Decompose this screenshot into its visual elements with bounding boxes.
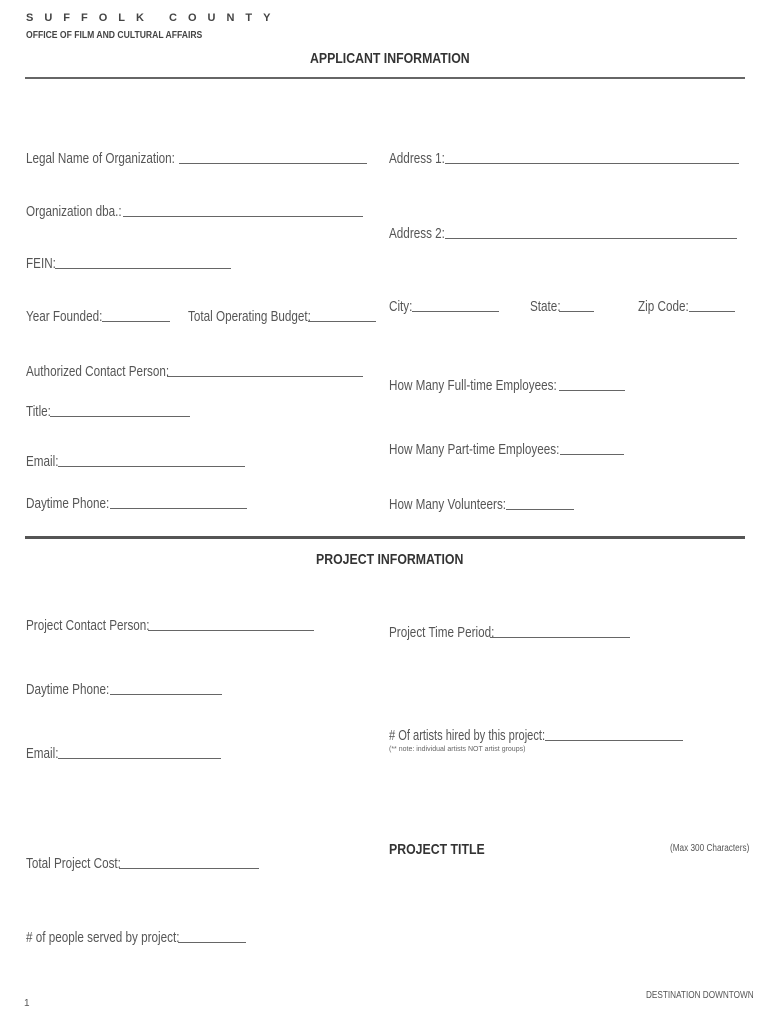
state-line[interactable]	[559, 310, 594, 312]
dba-field[interactable]	[26, 203, 363, 220]
volunteers-line[interactable]	[506, 508, 574, 510]
address1-field[interactable]	[389, 150, 739, 167]
year-founded-label: Year Founded:	[26, 308, 103, 325]
office-name: OFFICE OF FILM AND CULTURAL AFFAIRS	[26, 30, 203, 41]
year-founded-line[interactable]	[102, 320, 170, 322]
city-line[interactable]	[412, 310, 499, 312]
zip-code-line[interactable]	[689, 310, 735, 312]
artists-note: (** note: individual artists NOT artist groups)	[389, 746, 526, 753]
max-characters-note: (Max 300 Characters)	[670, 843, 750, 854]
fein-field[interactable]	[26, 255, 231, 272]
address2-field[interactable]	[389, 225, 737, 242]
artists-hired-label: # Of artists hired by this project:	[389, 727, 546, 744]
project-contact-field[interactable]	[26, 617, 314, 634]
project-time-period-label: Project Time Period:	[389, 624, 495, 641]
artists-hired-field[interactable]	[389, 727, 683, 744]
project-contact-line[interactable]	[148, 629, 314, 631]
title-line[interactable]	[50, 415, 190, 417]
fulltime-employees-line[interactable]	[559, 389, 625, 391]
project-title-heading: PROJECT TITLE	[389, 841, 485, 858]
daytime-phone-label: Daytime Phone:	[26, 495, 110, 512]
fulltime-employees-field[interactable]	[389, 377, 625, 394]
parttime-employees-line[interactable]	[560, 453, 624, 455]
email-field[interactable]	[26, 453, 245, 470]
project-time-period-field[interactable]	[389, 624, 630, 641]
operating-budget-line[interactable]	[308, 320, 376, 322]
dba-label: Organization dba.:	[26, 203, 122, 220]
parttime-employees-field[interactable]	[389, 441, 624, 458]
fulltime-employees-label: How Many Full-time Employees:	[389, 377, 557, 394]
total-project-cost-field[interactable]	[26, 855, 259, 872]
title-field[interactable]	[26, 403, 190, 420]
project-phone-line[interactable]	[110, 693, 222, 695]
daytime-phone-line[interactable]	[110, 507, 247, 509]
project-email-label: Email:	[26, 745, 59, 762]
contact-person-line[interactable]	[167, 375, 363, 377]
section-divider	[25, 77, 745, 79]
dba-line[interactable]	[123, 215, 363, 217]
project-phone-field[interactable]	[26, 681, 222, 698]
address1-line[interactable]	[445, 162, 739, 164]
people-served-line[interactable]	[178, 941, 246, 943]
program-name: DESTINATION DOWNTOWN	[646, 990, 754, 1001]
volunteers-label: How Many Volunteers:	[389, 496, 507, 513]
city-label: City:	[389, 298, 413, 315]
total-project-cost-label: Total Project Cost:	[26, 855, 121, 872]
zip-code-label: Zip Code:	[638, 298, 689, 315]
contact-person-label: Authorized Contact Person:	[26, 363, 170, 380]
address2-line[interactable]	[445, 237, 737, 239]
title-label: Title:	[26, 403, 51, 420]
project-time-period-line[interactable]	[490, 636, 630, 638]
county-name: SUFFOLK COUNTY	[26, 12, 282, 24]
volunteers-field[interactable]	[389, 496, 574, 513]
legal-name-label: Legal Name of Organization:	[26, 150, 175, 167]
people-served-label: # of people served by project:	[26, 929, 180, 946]
artists-hired-line[interactable]	[545, 739, 683, 741]
legal-name-field[interactable]	[26, 150, 367, 167]
daytime-phone-field[interactable]	[26, 495, 247, 512]
project-contact-label: Project Contact Person:	[26, 617, 150, 634]
email-label: Email:	[26, 453, 59, 470]
email-line[interactable]	[58, 465, 245, 467]
fein-label: FEIN:	[26, 255, 56, 272]
project-section-title: PROJECT INFORMATION	[316, 551, 464, 568]
state-label: State:	[530, 298, 561, 315]
people-served-field[interactable]	[26, 929, 246, 946]
operating-budget-label: Total Operating Budget:	[188, 308, 311, 325]
contact-person-field[interactable]	[26, 363, 363, 380]
legal-name-line[interactable]	[179, 162, 367, 164]
project-email-field[interactable]	[26, 745, 221, 762]
fein-line[interactable]	[55, 267, 231, 269]
operating-budget-field[interactable]	[188, 308, 376, 325]
address1-label: Address 1:	[389, 150, 445, 167]
project-phone-label: Daytime Phone:	[26, 681, 110, 698]
state-field[interactable]	[530, 298, 594, 315]
zip-code-field[interactable]	[638, 298, 735, 315]
parttime-employees-label: How Many Part-time Employees:	[389, 441, 560, 458]
section-divider	[25, 536, 745, 539]
total-project-cost-line[interactable]	[119, 867, 259, 869]
page-number: 1	[24, 998, 30, 1009]
address2-label: Address 2:	[389, 225, 445, 242]
year-founded-field[interactable]	[26, 308, 170, 325]
project-email-line[interactable]	[58, 757, 221, 759]
city-field[interactable]	[389, 298, 499, 315]
applicant-section-title: APPLICANT INFORMATION	[310, 50, 470, 67]
